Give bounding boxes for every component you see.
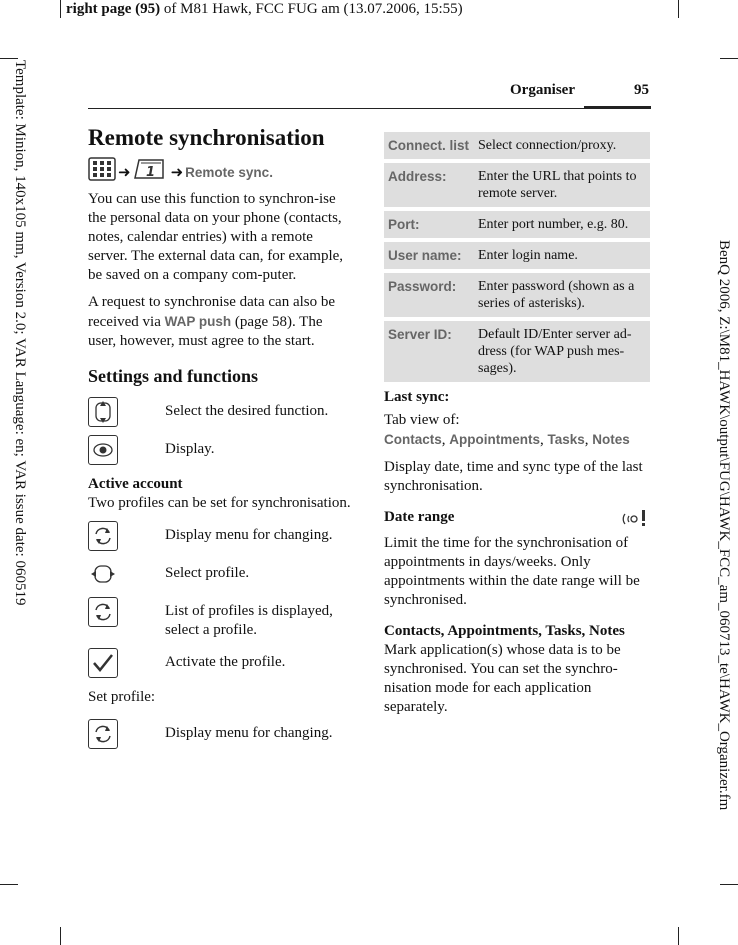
parameters-table — [384, 128, 650, 386]
key-row: Display. — [88, 435, 353, 465]
set-profile-label: Set profile: — [88, 689, 156, 705]
svg-text:1: 1 — [145, 165, 155, 180]
running-head-title: Organiser — [510, 82, 575, 98]
applications-title: Contacts, Appointments, Tasks, Notes — [384, 623, 625, 639]
tab-list: Contacts, Appointments, Tasks, Notes — [384, 432, 630, 448]
settings-title: Settings and functions — [88, 366, 259, 386]
header-rule-thick — [584, 106, 651, 109]
table-row: Password: Enter password (shown as a series of asterisks). — [384, 273, 650, 317]
center-key-icon — [88, 435, 118, 465]
arrow-right-icon: ➜ — [118, 162, 131, 181]
softkey-refresh-icon — [88, 521, 118, 551]
crop-mark — [60, 0, 61, 18]
table-row: User name: Enter login name. — [384, 242, 650, 269]
active-account-text: Two profiles can be set for synchronisation. — [88, 495, 351, 511]
crop-mark — [678, 0, 679, 18]
key-row: Select the desired function. — [88, 397, 353, 427]
nav-leftright-icon — [88, 559, 118, 589]
checkmark-icon — [88, 648, 118, 678]
crop-mark — [0, 884, 18, 885]
menu-path — [88, 160, 353, 184]
print-header: right page (95) of M81 Hawk, FCC FUG am (13.07.2006, 15:55) — [66, 1, 463, 17]
crop-mark — [0, 58, 18, 59]
side-template-info: Template: Minion, 140x105 mm, Version 2.0; VAR Language: en; VAR issue date: 060519 — [12, 60, 28, 606]
table-row: Server ID: Default ID/Enter server ad-dress (for WAP push mes-sages). — [384, 321, 650, 382]
wap-push-link: WAP push — [164, 314, 232, 329]
active-account-title: Active account — [88, 476, 183, 492]
table-row: Address: Enter the URL that points to remote server. — [384, 163, 650, 207]
menu-grid-icon — [88, 157, 116, 187]
right-column — [384, 388, 650, 725]
side-file-path: BenQ 2006, Z:\M81_HAWK\output\FUG\HAWK_FCC_am_060713_te\HAWK_Organizer.fm — [716, 240, 732, 811]
key-row: List of profiles is displayed, select a profile. — [88, 597, 353, 640]
key-row: Display menu for changing. — [88, 719, 353, 749]
softkey-refresh-icon — [88, 597, 118, 627]
crop-mark — [60, 927, 61, 945]
calendar-icon — [133, 157, 169, 187]
nav-updown-icon — [88, 397, 118, 427]
crop-mark — [678, 927, 679, 945]
tab-view-label: Tab view of: — [384, 412, 460, 428]
last-sync-text: Display date, time and sync type of the last synchronisation. — [384, 459, 643, 494]
section-title: Remote synchronisation — [88, 125, 325, 150]
applications-text: Mark application(s) whose data is to be synchronised. You can set the synchro-nisation mode for each application separately. — [384, 642, 621, 715]
arrow-right-icon: ➜ — [170, 162, 184, 181]
key-row: Select profile. — [88, 559, 353, 589]
left-column — [88, 124, 353, 757]
date-range-heading: Date range — [384, 508, 650, 534]
page-number: 95 — [634, 82, 649, 98]
header-rule — [88, 108, 651, 109]
menu-path-label: Remote sync. — [185, 164, 273, 180]
intro-paragraph: You can use this function to synchron-ise the personal data on your phone (contacts, notes, calendar entries) with a remote server. The external data can, for example, be saved on a company com-puter. — [88, 191, 344, 283]
crop-mark — [720, 58, 738, 59]
network-dependent-icon — [622, 508, 650, 534]
last-sync-title: Last sync: — [384, 389, 450, 405]
wap-paragraph: A request to synchronise data can also be received via WAP push (page 58). The user, however, must agree to the start. — [88, 294, 336, 349]
table-row: Port: Enter port number, e.g. 80. — [384, 211, 650, 238]
key-row: Display menu for changing. — [88, 521, 353, 551]
key-row: Activate the profile. — [88, 648, 353, 678]
softkey-refresh-icon — [88, 719, 118, 749]
crop-mark — [720, 884, 738, 885]
table-row: Connect. list Select connection/proxy. — [384, 132, 650, 159]
date-range-text: Limit the time for the synchronisation of appointments in days/weeks. Only appointments within the date range will be synchronised. — [384, 535, 640, 608]
